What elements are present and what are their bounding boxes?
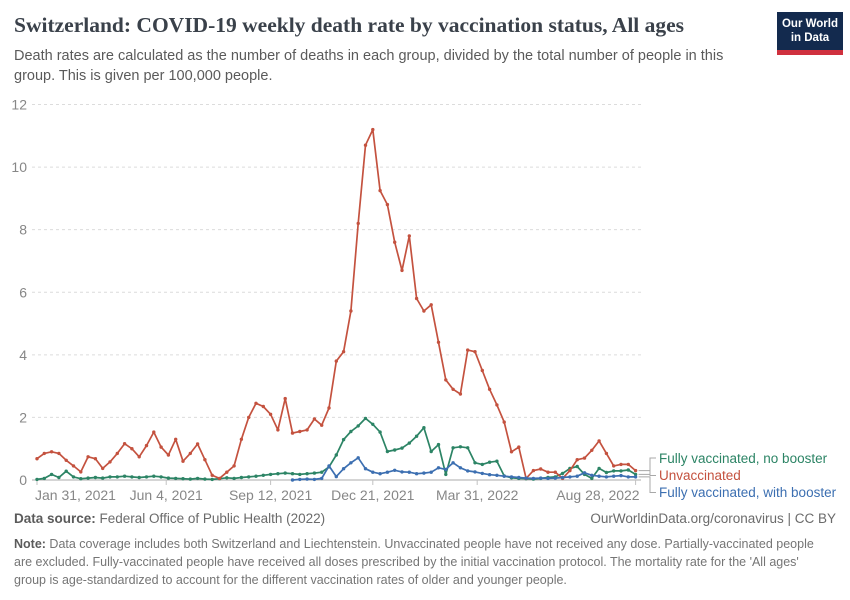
legend-connector — [639, 458, 656, 474]
data-point — [393, 448, 396, 451]
data-point — [503, 475, 506, 478]
data-point — [495, 403, 498, 406]
data-point — [415, 297, 418, 300]
data-point — [554, 476, 557, 479]
data-point — [612, 469, 615, 472]
data-point — [159, 445, 162, 448]
data-point — [254, 475, 257, 478]
data-point — [597, 439, 600, 442]
data-point — [262, 474, 265, 477]
data-point — [444, 473, 447, 476]
data-point — [123, 475, 126, 478]
data-point — [459, 392, 462, 395]
data-point — [218, 477, 221, 480]
data-point — [378, 472, 381, 475]
owid-logo-line2: in Data — [790, 32, 830, 45]
data-point — [612, 464, 615, 467]
data-point — [349, 461, 352, 464]
data-point — [181, 477, 184, 480]
data-point — [298, 473, 301, 476]
data-point — [101, 476, 104, 479]
data-point — [342, 467, 345, 470]
data-point — [371, 423, 374, 426]
data-point — [386, 450, 389, 453]
data-point — [481, 369, 484, 372]
y-axis-label-10: 10 — [11, 159, 27, 176]
data-point — [371, 128, 374, 131]
data-point — [313, 471, 316, 474]
data-point — [298, 430, 301, 433]
data-point — [408, 441, 411, 444]
data-point — [211, 478, 214, 481]
data-point — [408, 471, 411, 474]
data-point — [211, 474, 214, 477]
data-point — [65, 470, 68, 473]
data-point — [86, 455, 89, 458]
data-point — [94, 457, 97, 460]
y-axis-label-6: 6 — [19, 284, 27, 301]
data-point — [627, 463, 630, 466]
data-point — [459, 445, 462, 448]
y-axis-label-12: 12 — [11, 96, 27, 113]
data-point — [174, 438, 177, 441]
data-point — [561, 476, 564, 479]
owid-logo — [777, 12, 843, 55]
data-point — [57, 452, 60, 455]
data-point — [327, 464, 330, 467]
data-point — [247, 416, 250, 419]
data-point — [364, 417, 367, 420]
data-point — [342, 438, 345, 441]
legend-item-fully-vaccinated-with-booster: Fully vaccinated, with booster — [659, 485, 837, 501]
data-point — [466, 348, 469, 351]
data-point — [79, 470, 82, 473]
data-point — [225, 476, 228, 479]
data-point — [65, 459, 68, 462]
data-point — [72, 464, 75, 467]
legend-item-unvaccinated: Unvaccinated — [659, 468, 741, 484]
data-point — [408, 234, 411, 237]
data-point — [291, 472, 294, 475]
data-point — [597, 467, 600, 470]
data-point — [576, 458, 579, 461]
data-point — [473, 350, 476, 353]
data-point — [554, 471, 557, 474]
data-point — [203, 477, 206, 480]
data-point — [276, 428, 279, 431]
data-point — [123, 442, 126, 445]
data-point — [546, 471, 549, 474]
data-point — [583, 471, 586, 474]
data-point — [459, 466, 462, 469]
data-point — [590, 477, 593, 480]
data-point — [116, 452, 119, 455]
page-title: Switzerland: COVID-19 weekly death rate by vaccination status, All ages — [14, 13, 685, 37]
data-point — [305, 477, 308, 480]
data-point — [357, 222, 360, 225]
data-point — [174, 477, 177, 480]
data-point — [35, 457, 38, 460]
data-point — [371, 471, 374, 474]
data-point — [473, 461, 476, 464]
data-source-label: Data source: — [14, 511, 96, 526]
data-point — [510, 450, 513, 453]
data-point — [305, 428, 308, 431]
data-point — [79, 477, 82, 480]
data-point — [378, 189, 381, 192]
note-text: Data coverage includes both Switzerland and Liechtenstein. Unvaccinated people have not received any dose. Partially-vaccinated people are excluded. Fully-vaccinated people have received all doses prescribed by the initial vaccination protocol. The mortality rate for the 'All ages' group is age-standardized to account for the different vaccination rates of older and younger people. — [14, 537, 814, 588]
data-point — [357, 456, 360, 459]
data-point — [576, 465, 579, 468]
data-point — [159, 475, 162, 478]
data-point — [291, 431, 294, 434]
data-point — [364, 144, 367, 147]
x-axis-label: Jan 31, 2021 — [35, 487, 116, 503]
data-point — [597, 475, 600, 478]
data-point — [203, 458, 206, 461]
data-point — [364, 467, 367, 470]
data-point — [167, 476, 170, 479]
data-point — [627, 475, 630, 478]
data-point — [357, 424, 360, 427]
data-point — [634, 475, 637, 478]
data-point — [50, 450, 53, 453]
data-point — [167, 453, 170, 456]
data-point — [422, 426, 425, 429]
data-point — [451, 461, 454, 464]
data-point — [130, 447, 133, 450]
data-point — [400, 446, 403, 449]
data-point — [430, 450, 433, 453]
data-point — [240, 438, 243, 441]
data-point — [196, 442, 199, 445]
series-line-0 — [37, 418, 636, 479]
data-point — [320, 477, 323, 480]
data-point — [152, 430, 155, 433]
data-point — [473, 470, 476, 473]
x-axis-label: Sep 12, 2021 — [228, 487, 313, 503]
chart-header — [14, 13, 774, 86]
data-point — [327, 406, 330, 409]
y-axis-label-2: 2 — [19, 409, 27, 426]
data-point — [532, 469, 535, 472]
data-point — [138, 455, 141, 458]
data-point — [503, 420, 506, 423]
data-point — [232, 477, 235, 480]
chart-note — [14, 535, 834, 589]
data-point — [422, 309, 425, 312]
data-point — [225, 471, 228, 474]
data-source — [14, 511, 325, 526]
data-point — [349, 430, 352, 433]
data-point — [437, 443, 440, 446]
data-point — [57, 476, 60, 479]
data-point — [269, 473, 272, 476]
data-point — [349, 309, 352, 312]
data-point — [532, 477, 535, 480]
data-point — [451, 446, 454, 449]
data-point — [561, 472, 564, 475]
data-point — [247, 475, 250, 478]
data-point — [495, 460, 498, 463]
data-point — [451, 388, 454, 391]
x-axis-label: Aug 28, 2022 — [556, 487, 640, 503]
data-point — [437, 466, 440, 469]
y-axis-label-0: 0 — [19, 472, 27, 488]
data-point — [619, 463, 622, 466]
data-point — [276, 472, 279, 475]
source-row — [14, 511, 836, 526]
y-axis-label-8: 8 — [19, 221, 27, 238]
data-point — [430, 471, 433, 474]
note-label: Note: — [14, 537, 46, 551]
data-point — [422, 471, 425, 474]
data-point — [145, 444, 148, 447]
data-point — [108, 460, 111, 463]
data-point — [400, 470, 403, 473]
data-point — [466, 469, 469, 472]
data-point — [284, 471, 287, 474]
data-point — [576, 475, 579, 478]
data-point — [189, 452, 192, 455]
data-point — [291, 478, 294, 481]
data-point — [138, 476, 141, 479]
data-point — [335, 453, 338, 456]
data-point — [590, 449, 593, 452]
data-point — [444, 378, 447, 381]
data-point — [583, 456, 586, 459]
legend-item-fully-vaccinated-no-booster: Fully vaccinated, no booster — [659, 451, 828, 466]
data-point — [35, 478, 38, 481]
data-point — [335, 359, 338, 362]
data-point — [590, 474, 593, 477]
data-point — [466, 446, 469, 449]
data-point — [481, 463, 484, 466]
data-point — [437, 341, 440, 344]
data-source-value: Federal Office of Public Health (2022) — [95, 511, 326, 526]
data-point — [262, 405, 265, 408]
data-point — [101, 467, 104, 470]
data-point — [145, 475, 148, 478]
y-axis-label-4: 4 — [19, 346, 27, 363]
data-point — [189, 477, 192, 480]
data-point — [43, 452, 46, 455]
data-point — [539, 467, 542, 470]
series-line-1 — [37, 130, 636, 479]
data-point — [619, 469, 622, 472]
data-point — [50, 473, 53, 476]
legend-connector — [639, 477, 656, 493]
data-point — [320, 471, 323, 474]
data-point — [232, 464, 235, 467]
data-point — [240, 476, 243, 479]
data-point — [298, 478, 301, 481]
data-point — [393, 469, 396, 472]
data-point — [305, 472, 308, 475]
data-point — [568, 475, 571, 478]
x-axis-label: Jun 4, 2021 — [129, 487, 203, 503]
data-point — [517, 476, 520, 479]
data-point — [481, 472, 484, 475]
data-point — [444, 468, 447, 471]
data-point — [524, 476, 527, 479]
data-point — [94, 476, 97, 479]
x-axis-label: Dec 21, 2021 — [331, 487, 415, 503]
data-point — [254, 402, 257, 405]
owid-logo-line1: Our World — [781, 18, 838, 30]
data-point — [196, 477, 199, 480]
data-point — [627, 468, 630, 471]
data-point — [634, 469, 637, 472]
chart-legend — [659, 450, 836, 502]
data-point — [510, 475, 513, 478]
data-point — [605, 452, 608, 455]
data-point — [181, 460, 184, 463]
data-point — [415, 472, 418, 475]
x-axis-label: Mar 31, 2022 — [435, 487, 519, 503]
data-point — [130, 475, 133, 478]
data-point — [313, 478, 316, 481]
data-point — [320, 424, 323, 427]
data-point — [612, 475, 615, 478]
data-point — [269, 413, 272, 416]
data-point — [43, 477, 46, 480]
data-point — [386, 471, 389, 474]
data-point — [284, 397, 287, 400]
chart-subtitle: Death rates are calculated as the number of deaths in each group, divided by the total number of people in this group. This is given per 100,000 people. — [14, 47, 724, 85]
data-point — [495, 474, 498, 477]
chart-footer — [14, 511, 836, 589]
data-point — [605, 471, 608, 474]
data-point — [335, 475, 338, 478]
data-point — [313, 417, 316, 420]
data-point — [415, 435, 418, 438]
data-point — [72, 475, 75, 478]
data-point — [342, 350, 345, 353]
data-point — [488, 461, 491, 464]
data-point — [152, 475, 155, 478]
data-point — [539, 476, 542, 479]
data-point — [619, 474, 622, 477]
data-point — [517, 445, 520, 448]
owid-license-link[interactable]: OurWorldinData.org/coronavirus | CC BY — [590, 511, 836, 526]
data-point — [86, 476, 89, 479]
data-point — [108, 475, 111, 478]
data-point — [400, 269, 403, 272]
data-point — [605, 475, 608, 478]
data-point — [546, 477, 549, 480]
data-point — [393, 241, 396, 244]
data-point — [378, 430, 381, 433]
data-point — [116, 475, 119, 478]
data-point — [488, 388, 491, 391]
data-point — [430, 303, 433, 306]
data-point — [488, 473, 491, 476]
data-point — [568, 469, 571, 472]
data-point — [386, 203, 389, 206]
